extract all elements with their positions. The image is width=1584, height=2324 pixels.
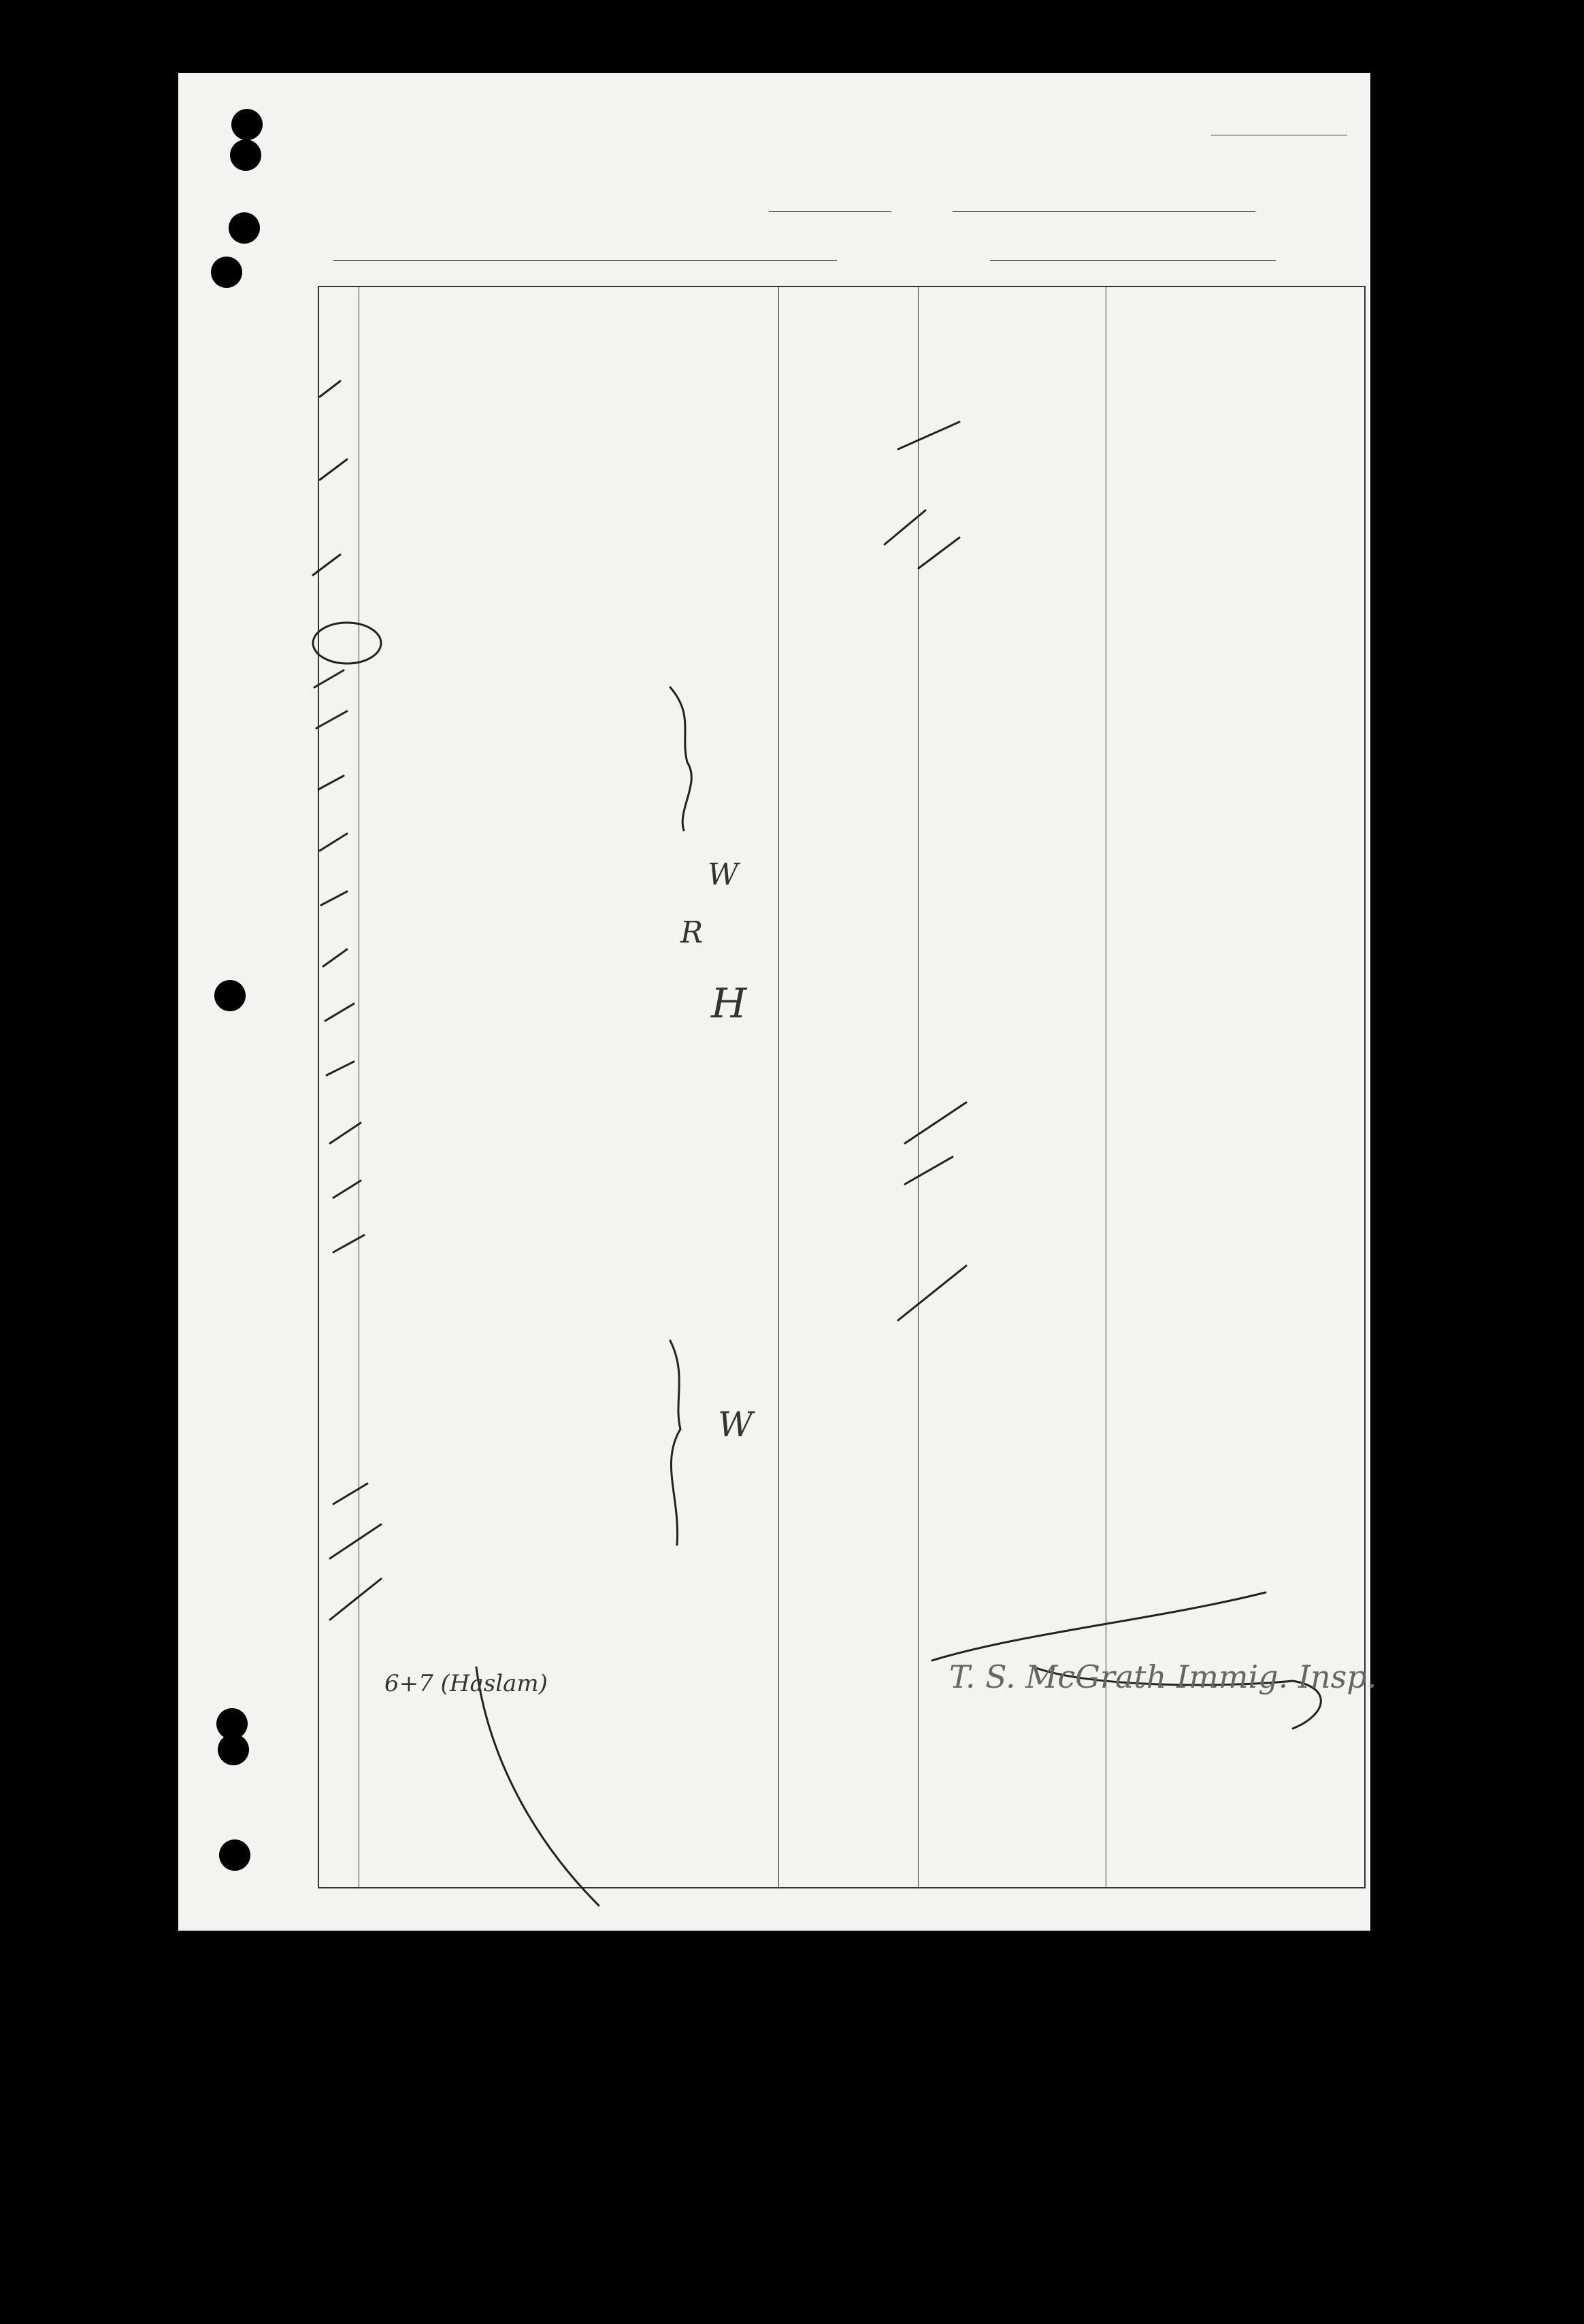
margin-mark-w2: W [718,1405,753,1444]
binder-hole [229,212,260,244]
binder-hole [218,1734,249,1765]
margin-mark-r: R [680,915,704,950]
binder-hole [214,980,246,1011]
from-line [953,211,1255,212]
arrival-line [990,260,1276,261]
inspector-signature: T. S. McGrath Immig. Insp. [949,1658,1377,1695]
margin-mark-w: W [708,857,739,892]
binder-hole [231,109,263,140]
class-line [769,211,891,212]
binder-hole [230,140,261,171]
handwritten-note: 6+7 (Haslam) [384,1670,548,1697]
binder-hole [211,257,242,288]
vessel-line [333,260,837,261]
margin-mark-h: H [711,980,747,1028]
binder-hole [219,1839,250,1871]
passenger-table [318,286,1366,1888]
